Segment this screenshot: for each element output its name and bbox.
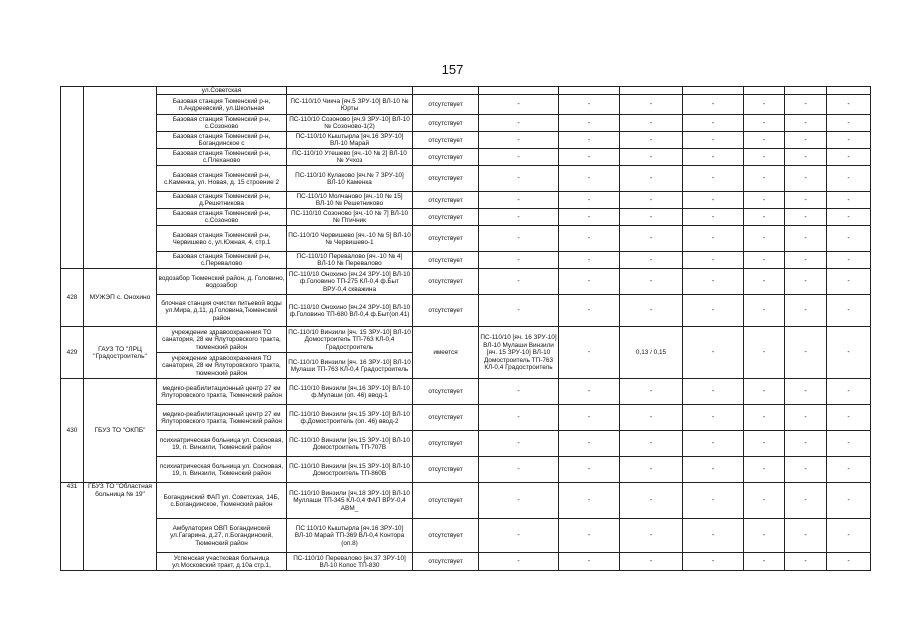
- cell-source: ПС-110/10 Перевалово [яч.-10 № 4] ВЛ-10 № Перевалово: [287, 252, 413, 269]
- cell-source: ПС-110/10 Утешево [яч.-10 № 2] ВЛ-10 № Учхоз: [287, 149, 413, 166]
- table-row: Базовая станция Тюменский р-н, п.Андреевский, ул.Школьная ПС-110/10 Чикча [яч.5 ЗРУ-10] ВЛ-10 № Юрты отсутствует - - - - - - -: [61, 95, 871, 115]
- table-row: 429 ГАУЗ ТО "ЛРЦ "Градостроитель" учреждение здравоохранения ТО санатория, 28 км Ялуторовского тракта, тюменский район ПС-110/10 Винзили [яч. 15 ЗРУ-10] ВЛ-10 Домостроитель ТП-763 КЛ-0,4 Градостроитель имеется ПС-110/10 [яч. 16 ЗРУ-10] ВЛ-10 Мулаши Винзили [яч. 15 ЗРУ-10] ВЛ-10 Домостроитель ТП-763 КЛ-0,4 Градостроитель - 0,13 / 0,15 - - - -: [61, 327, 871, 353]
- cell-value: 0,13 / 0,15: [620, 327, 683, 379]
- cell-address: Базовая станция Тюменский р-н, с.Созоново: [157, 115, 287, 132]
- cell-status: отсутствует: [413, 115, 479, 132]
- cell-source: ПС-110/10 Винзили [яч.15 ЗРУ-10] ВЛ-10 Домостроитель ТП-860В: [287, 457, 413, 483]
- table-row: психиатрическая больница ул. Сосновая, 19, п. Винзили, Тюменский район ПС-110/10 Винзили [яч.15 ЗРУ-10] ВЛ-10 Домостроитель ТП-860В отсутствует - - - - - - -: [61, 457, 871, 483]
- table-row: Базовая станция Тюменский р-н, с.Каменка, ул. Новая, д. 15 строение 2 ПС-110/10 Кулаково [яч.№ 7 ЗРУ-10] ВЛ-10 Каменка отсутствует - - - - - - -: [61, 166, 871, 192]
- cell-status: отсутствует: [413, 226, 479, 252]
- cell-status: отсутствует: [413, 166, 479, 192]
- cell-address: Богандинский ФАП ул. Советская, 14Б, с.Богандинское, Тюменский район: [157, 483, 287, 519]
- cell-address: Базовая станция Тюменский р-н, с.Перевалово: [157, 252, 287, 269]
- cell-organization: МУЖЭП с. Онохино: [84, 269, 157, 327]
- cell-source: ПС-110/10 Чикча [яч.5 ЗРУ-10] ВЛ-10 № Юрты: [287, 95, 413, 115]
- cell-address: Базовая станция Тюменский р-н, с.Созоново: [157, 209, 287, 226]
- cell-address: Базовая станция Тюменский р-н, п.Андреевский, ул.Школьная: [157, 95, 287, 115]
- cell-source: ПС-110/10 Винзили [яч. 16 ЗРУ-10] ВЛ-10 Мулаши ТП-763 КЛ-0,4 Градостроитель: [287, 353, 413, 379]
- cell-address: Базовая станция Тюменский р-н, с.Каменка, ул. Новая, д. 15 строение 2: [157, 166, 287, 192]
- cell-status: отсутствует: [413, 192, 479, 209]
- cell-address: блочная станция очистки питьевой воды ул.Мира, д.11, д.Головина,Тюменский район: [157, 295, 287, 327]
- cell-source: ПС-110/10 Червишево [яч.-10 № 5] ВЛ-10 № Червишево-1: [287, 226, 413, 252]
- cell-source: ПС-110/10 Онохино [яч.24 ЗРУ-10] ВЛ-10 ф.Головино ТП-275 КЛ-0,4 ф.Быт ВРУ-0,4 скважина: [287, 269, 413, 295]
- cell-status: отсутствует: [413, 149, 479, 166]
- cell-address: Базовая станция Тюменский р-н, с.Плеханово: [157, 149, 287, 166]
- cell-source: ПС-110/10 Винзили [яч.15 ЗРУ-10] ВЛ-10 ф.Домостроитель (оп. 46) ввод-2: [287, 405, 413, 431]
- cell-address: Базовая станция Тюменский р-н, Червишево с, ул.Южная, 4, стр.1: [157, 226, 287, 252]
- cell-status: отсутствует: [413, 132, 479, 149]
- cell-detail: ПС-110/10 [яч. 16 ЗРУ-10] ВЛ-10 Мулаши Винзили [яч. 15 ЗРУ-10] ВЛ-10 Домостроитель ТП-763 КЛ-0,4 Градостроитель: [479, 327, 559, 379]
- cell-address: ул.Советская: [157, 87, 287, 95]
- page-number: 157: [441, 62, 464, 77]
- cell-status: отсутствует: [413, 553, 479, 571]
- cell-address: Базовая станция Тюменский р-н, Богандинское с: [157, 132, 287, 149]
- table-row: Базовая станция Тюменский р-н, с.Перевалово ПС-110/10 Перевалово [яч.-10 № 4] ВЛ-10 № Перевалово отсутствует - - - - - - -: [61, 252, 871, 269]
- table-row: Успенская участковая больница ул.Московский тракт, д.10а стр.1, ПС-110/10 Перевалово [яч.37 ЗРУ-10] ВЛ-10 Копос ТП-830 отсутствует - - - - - - -: [61, 553, 871, 571]
- cell-number: 429: [61, 327, 84, 379]
- table-row: Базовая станция Тюменский р-н, с.Созоново ПС-110/10 Созоново [яч.-10 № 7] ВЛ-10 № Птичник отсутствует - - - - - - -: [61, 209, 871, 226]
- table-row: 430 ГБУЗ ТО "ОКПБ" медико-реабилитационный центр 27 км Ялуторовского тракта, Тюменский район ПС-110/10 Винзили [яч.16 ЗРУ-10] ВЛ-10 ф.Мулаши (оп. 46) ввод-1 отсутствует - - - - - - -: [61, 379, 871, 405]
- cell-address: учреждение здравоохранения ТО санатория, 28 км Ялуторовского тракта, тюменский район: [157, 353, 287, 379]
- cell-address: Амбулатория ОВП Богандинский ул.Гагарина, д.27, п.Богандинский, Тюменский район: [157, 519, 287, 553]
- table-row: Базовая станция Тюменский р-н, с.Плеханово ПС-110/10 Утешево [яч.-10 № 2] ВЛ-10 № Учхоз отсутствует - - - - - - -: [61, 149, 871, 166]
- table-row-top: [61, 87, 871, 95]
- table-row: Базовая станция Тюменский р-н, Богандинское с ПС-110/10 Кыштырла [яч.16 ЗРУ-10] ВЛ-10 Марай отсутствует - - - - - - -: [61, 132, 871, 149]
- table-row: Базовая станция Тюменский р-н, д.Решетникова ПС-110/10 Молчаново [яч.-10 № 15] ВЛ-10 № Решетниково отсутствует - - - - - - -: [61, 192, 871, 209]
- cell-status: отсутствует: [413, 295, 479, 327]
- cell-status: отсутствует: [413, 405, 479, 431]
- cell-number: 430: [61, 379, 84, 483]
- cell-organization: ГБУЗ ТО "Областная больница № 19": [84, 483, 157, 571]
- document-table: [60, 86, 871, 571]
- cell-source: ПС 110/10 Кыштырла [яч.16 ЗРУ-10] ВЛ-10 Марай ТП-369 ВЛ-0,4 Контора (оп.8): [287, 519, 413, 553]
- table-row: 431 ГБУЗ ТО "Областная больница № 19" Богандинский ФАП ул. Советская, 14Б, с.Богандинское, Тюменский район ПС-110/10 Винзили [яч.18 ЗРУ-10] ВЛ-10 Муллаши ТП-345 КЛ-0,4 ФАП ВРУ-0,4 АВМ_ отсутствует - - - - - - -: [61, 483, 871, 519]
- cell-address: медико-реабилитационный центр 27 км Ялуторовского тракта, Тюменский район: [157, 379, 287, 405]
- cell-source: ПС-110/10 Кулаково [яч.№ 7 ЗРУ-10] ВЛ-10 Каменка: [287, 166, 413, 192]
- cell-organization: ГАУЗ ТО "ЛРЦ "Градостроитель": [84, 327, 157, 379]
- cell-status: имеется: [413, 327, 479, 379]
- cell-address: Успенская участковая больница ул.Московский тракт, д.10а стр.1,: [157, 553, 287, 571]
- cell-address: учреждение здравоохранения ТО санатория, 28 км Ялуторовского тракта, тюменский район: [157, 327, 287, 353]
- cell-status: отсутствует: [413, 379, 479, 405]
- cell-source: ПС-110/10 Винзили [яч.15 ЗРУ-10] ВЛ-10 Домостроитель ТП-707В: [287, 431, 413, 457]
- cell-source: ПС-110/10 Молчаново [яч.-10 № 15] ВЛ-10 № Решетниково: [287, 192, 413, 209]
- cell-organization: ГБУЗ ТО "ОКПБ": [84, 379, 157, 483]
- table-row: медико-реабилитационный центр 27 км Ялуторовского тракта, Тюменский район ПС-110/10 Винзили [яч.15 ЗРУ-10] ВЛ-10 ф.Домостроитель (оп. 46) ввод-2 отсутствует - - - - - - -: [61, 405, 871, 431]
- cell-status: отсутствует: [413, 483, 479, 519]
- cell-status: отсутствует: [413, 431, 479, 457]
- table-row: блочная станция очистки питьевой воды ул.Мира, д.11, д.Головина,Тюменский район ПС-110/10 Онохино [яч.24 ЗРУ-10] ВЛ-10 ф.Головино ТП-680 ВЛ-0,4 ф.Быт(оп.41) отсутствует - - - - - - -: [61, 295, 871, 327]
- table-row: Базовая станция Тюменский р-н, Червишево с, ул.Южная, 4, стр.1 ПС-110/10 Червишево [яч.-10 № 5] ВЛ-10 № Червишево-1 отсутствует - - - - - - -: [61, 226, 871, 252]
- cell-source: ПС-110/10 Созоново [яч.9 ЗРУ-10] ВЛ-10 № Созоново-1(2): [287, 115, 413, 132]
- cell-address: Базовая станция Тюменский р-н, д.Решетникова: [157, 192, 287, 209]
- cell-source: ПС-110/10 Перевалово [яч.37 ЗРУ-10] ВЛ-10 Копос ТП-830: [287, 553, 413, 571]
- table-row: психиатрическая больница ул. Сосновая, 19, п. Винзили, Тюменский район ПС-110/10 Винзили [яч.15 ЗРУ-10] ВЛ-10 Домостроитель ТП-707В отсутствует - - - - - - -: [61, 431, 871, 457]
- cell-status: отсутствует: [413, 209, 479, 226]
- cell-status: отсутствует: [413, 519, 479, 553]
- cell-source: ПС-110/10 Кыштырла [яч.16 ЗРУ-10] ВЛ-10 Марай: [287, 132, 413, 149]
- cell-source: ПС-110/10 Винзили [яч.16 ЗРУ-10] ВЛ-10 ф.Мулаши (оп. 46) ввод-1: [287, 379, 413, 405]
- cell-source: ПС-110/10 Созоново [яч.-10 № 7] ВЛ-10 № Птичник: [287, 209, 413, 226]
- cell-status: отсутствует: [413, 95, 479, 115]
- table-row: Амбулатория ОВП Богандинский ул.Гагарина, д.27, п.Богандинский, Тюменский район ПС 110/10 Кыштырла [яч.16 ЗРУ-10] ВЛ-10 Марай ТП-369 ВЛ-0,4 Контора (оп.8) отсутствует - - - - - - -: [61, 519, 871, 553]
- cell-address: водозабор Тюменский район, д. Головино, водозабор: [157, 269, 287, 295]
- cell-address: психиатрическая больница ул. Сосновая, 19, п. Винзили, Тюменский район: [157, 431, 287, 457]
- table-row: 428 МУЖЭП с. Онохино водозабор Тюменский район, д. Головино, водозабор ПС-110/10 Онохино [яч.24 ЗРУ-10] ВЛ-10 ф.Головино ТП-275 КЛ-0,4 ф.Быт ВРУ-0,4 скважина отсутствует - - - - - - -: [61, 269, 871, 295]
- cell-source: ПС-110/10 Винзили [яч. 15 ЗРУ-10] ВЛ-10 Домостроитель ТП-763 КЛ-0,4 Градостроитель: [287, 327, 413, 353]
- cell-status: отсутствует: [413, 269, 479, 295]
- cell-status: отсутствует: [413, 252, 479, 269]
- cell-number: 428: [61, 269, 84, 327]
- cell-status: отсутствует: [413, 457, 479, 483]
- cell-address: психиатрическая больница ул. Сосновая, 19, п. Винзили, Тюменский район: [157, 457, 287, 483]
- cell-source: ПС-110/10 Винзили [яч.18 ЗРУ-10] ВЛ-10 Муллаши ТП-345 КЛ-0,4 ФАП ВРУ-0,4 АВМ_: [287, 483, 413, 519]
- cell-number: 431: [61, 483, 84, 571]
- cell-source: ПС-110/10 Онохино [яч.24 ЗРУ-10] ВЛ-10 ф.Головино ТП-680 ВЛ-0,4 ф.Быт(оп.41): [287, 295, 413, 327]
- table-row: Базовая станция Тюменский р-н, с.Созоново ПС-110/10 Созоново [яч.9 ЗРУ-10] ВЛ-10 № Созоново-1(2) отсутствует - - - - - - -: [61, 115, 871, 132]
- cell-address: медико-реабилитационный центр 27 км Ялуторовского тракта, Тюменский район: [157, 405, 287, 431]
